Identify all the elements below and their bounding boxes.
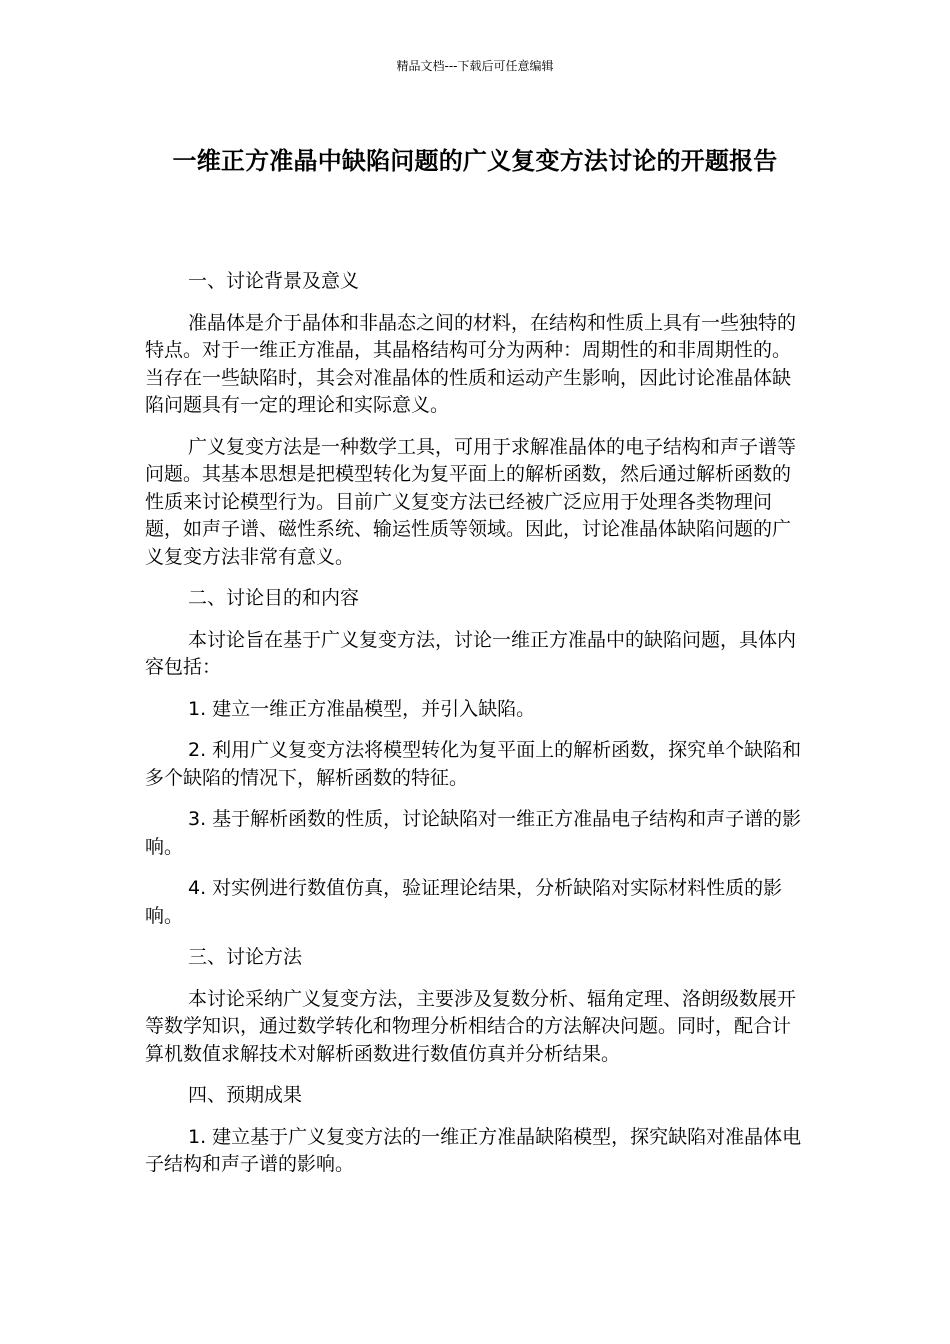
list-item-purpose-2: 2. 利用广义复变方法将模型转化为复平面上的解析函数，探究单个缺陷和多个缺陷的情况下，解析函数的特征。 [145, 739, 802, 789]
paragraph-purpose-intro: 本讨论旨在基于广义复变方法，讨论一维正方准晶中的缺陷问题，具体内容包括： [145, 628, 797, 678]
list-item-purpose-4: 4. 对实例进行数值仿真，验证理论结果，分析缺陷对实际材料性质的影响。 [145, 877, 783, 927]
page-header: 精品文档---下载后可任意编辑 [396, 59, 554, 73]
section-heading-outcomes: 四、预期成果 [188, 1084, 303, 1106]
document-body [145, 268, 807, 1193]
paragraph-background-1: 准晶体是介于晶体和非晶态之间的材料，在结构和性质上具有一些独特的特点。对于一维正方准晶，其晶格结构可分为两种：周期性的和非周期性的。当存在一些缺陷时，其会对准晶体的性质和运动产生影响，因此讨论准晶体缺陷问题具有一定的理论和实际意义。 [145, 311, 797, 416]
paragraph-background-2: 广义复变方法是一种数学工具，可用于求解准晶体的电子结构和声子谱等问题。其基本思想是把模型转化为复平面上的解析函数，然后通过解析函数的性质来讨论模型行为。目前广义复变方法已经被广泛应用于处理各类物理问题，如声子谱、磁性系统、输运性质等领域。因此，讨论准晶体缺陷问题的广义复变方法非常有意义。 [145, 435, 797, 568]
section-heading-method: 三、讨论方法 [188, 946, 303, 968]
list-item-purpose-3: 3. 基于解析函数的性质，讨论缺陷对一维正方准晶电子结构和声子谱的影响。 [145, 808, 802, 858]
list-item-purpose-1: 1. 建立一维正方准晶模型，并引入缺陷。 [188, 697, 536, 720]
section-heading-purpose: 二、讨论目的和内容 [188, 587, 360, 609]
list-item-outcome-1: 1. 建立基于广义复变方法的一维正方准晶缺陷模型，探究缺陷对准晶体电子结构和声子谱的影响。 [145, 1125, 802, 1175]
paragraph-method: 本讨论采纳广义复变方法，主要涉及复数分析、辐角定理、洛朗级数展开等数学知识，通过数学转化和物理分析相结合的方法解决问题。同时，配合计算机数值求解技术对解析函数进行数值仿真并分析结果。 [145, 987, 797, 1065]
document-title: 一维正方准晶中缺陷问题的广义复变方法讨论的开题报告 [172, 147, 778, 175]
section-heading-background: 一、讨论背景及意义 [188, 270, 360, 292]
